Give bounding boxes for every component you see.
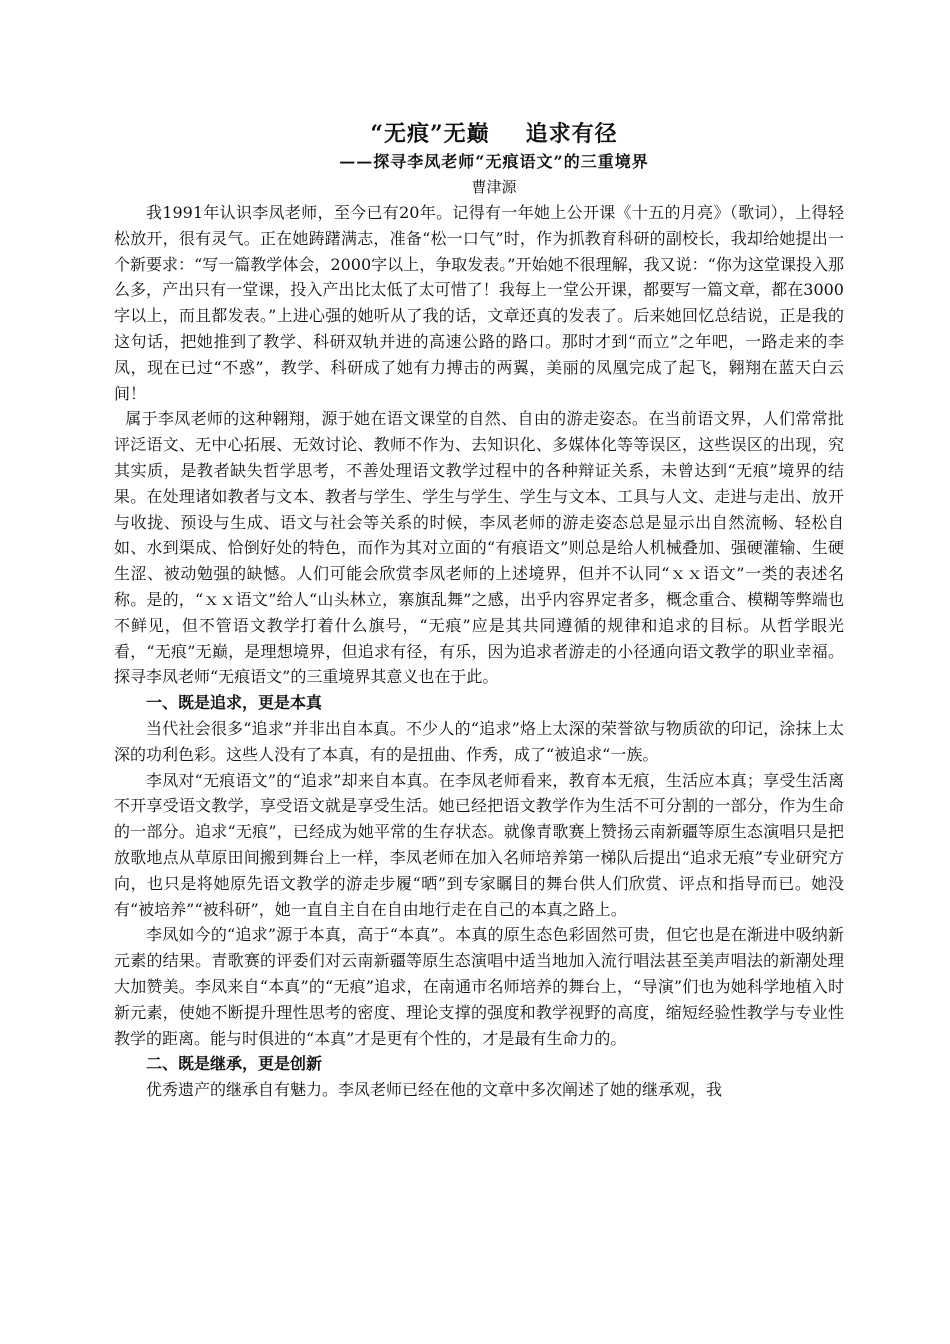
section-1-paragraph-1: 当代社会很多“追求”并非出自本真。不少人的“追求”烙上太深的荣誉欲与物质欲的印记，涂抹上太深的功利色彩。这些人没有了本真，有的是扭曲、作秀，成了“被追求“一族。 bbox=[114, 718, 844, 764]
section-2-heading: 二、既是继承，更是创新 bbox=[146, 1054, 323, 1074]
article-author: 曹津源 bbox=[471, 178, 517, 196]
intro-paragraph-2: 属于李凤老师的这种翱翔，源于她在语文课堂的自然、自由的游走姿态。在当前语文界，人们常常批评泛语文、无中心拓展、无效讨论、教师不作为、去知识化、多媒体化等等误区，这些误区的出现，究其实质，是教者缺失哲学思考，不善处理语文教学过程中的各种辩证关系，未曾达到“无痕”境界的结果。在处理诸如教者与文本、教者与学生、学生与学生、学生与文本、工具与人文、走进与走出、放开与收拢、预设与生成、语文与社会等关系的时候，李凤老师的游走姿态总是显示出自然流畅、轻松自如、水到渠成、恰倒好处的特色，而作为其对立面的“有痕语文”则总是给人机械叠加、强硬灌输、生硬生涩、被动勉强的缺憾。人们可能会欣赏李凤老师的上述境界，但并不认同“ｘｘ语文”一类的表述名称。是的，“ｘｘ语文”给人“山头林立，寨旗乱舞”之感，出乎内容界定者多，概念重合、模糊等弊端也不鲜见，但不管语文教学打着什么旗号，“无痕”应是其共同遵循的规律和追求的目标。从哲学眼光看，“无痕”无巅，是理想境界，但追求有径，有乐，因为追求者游走的小径通向语文教学的职业幸福。探寻李凤老师“无痕语文”的三重境界其意义也在于此。 bbox=[114, 409, 844, 687]
section-1-paragraph-2: 李凤对“无痕语文”的“追求”却来自本真。在李凤老师看来，教育本无痕，生活应本真；享受生活离不开享受语文教学，享受语文就是享受生活。她已经把语文教学作为生活不可分割的一部分，作为生命的一部分。追求“无痕”，已经成为她平常的生存状态。就像青歌赛上赞扬云南新疆等原生态演唱只是把放歌地点从草原田间搬到舞台上一样，李凤老师在加入名师培养第一梯队后提出“追求无痕”专业研究方向，也只是将她原先语文教学的游走步履“晒”到专家瞩目的舞台供人们欣赏、评点和指导而已。她没有“被培养”“被科研”，她一直自主自在自由地行走在自己的本真之路上。 bbox=[114, 770, 844, 919]
document-page bbox=[114, 118, 844, 1103]
section-1-paragraph-3: 李凤如今的“追求”源于本真，高于“本真”。本真的原生态色彩固然可贵，但它也是在渐进中吸纳新元素的结果。青歌赛的评委们对云南新疆等原生态演唱中适当地加入流行唱法甚至美声唱法的新潮处理大加赞美。李凤来自“本真”的“无痕”追求，在南通市名师培养的舞台上，“导演”们也为她科学地植入时新元素，使她不断提升理性思考的密度、理论支撑的强度和教学视野的高度，缩短经验性教学与专业性教学的距离。能与时俱进的“本真”才是更有个性的，才是最有生命力的。 bbox=[114, 925, 844, 1048]
section-1-heading: 一、既是追求，更是本真 bbox=[146, 693, 323, 713]
title-part-1: “无痕”无巅 bbox=[370, 121, 490, 147]
section-2-paragraph-1: 优秀遗产的继承自有魅力。李凤老师已经在他的文章中多次阐述了她的继承观，我 bbox=[146, 1080, 723, 1100]
title-part-2: 追求有径 bbox=[525, 121, 618, 147]
article-subtitle: ——探寻李凤老师“无痕语文”的三重境界 bbox=[339, 152, 649, 171]
article-title bbox=[114, 118, 844, 150]
intro-paragraph-1: 我1991年认识李凤老师，至今已有20年。记得有一年她上公开课《十五的月亮》（歌词），上得轻松放开，很有灵气。正在她踌躇满志，准备“松一口气”时，作为抓教育科研的副校长，我却给她提出一个新要求：“写一篇教学体会，2000字以上，争取发表。”开始她不很理解，我又说：“你为这堂课投入那么多，产出只有一堂课，投入产出比太低了太可惜了！我每上一堂公开课，都要写一篇文章，都在3000字以上，而且都发表。”上进心强的她听从了我的话，文章还真的发表了。后来她回忆总结说，正是我的这句话，把她推到了教学、科研双轨并进的高速公路的路口。那时才到“而立”之年吧，一路走来的李凤，现在已过“不惑”，教学、科研成了她有力搏击的两翼，美丽的凤凰完成了起飞，翱翔在蓝天白云间！ bbox=[114, 203, 844, 403]
